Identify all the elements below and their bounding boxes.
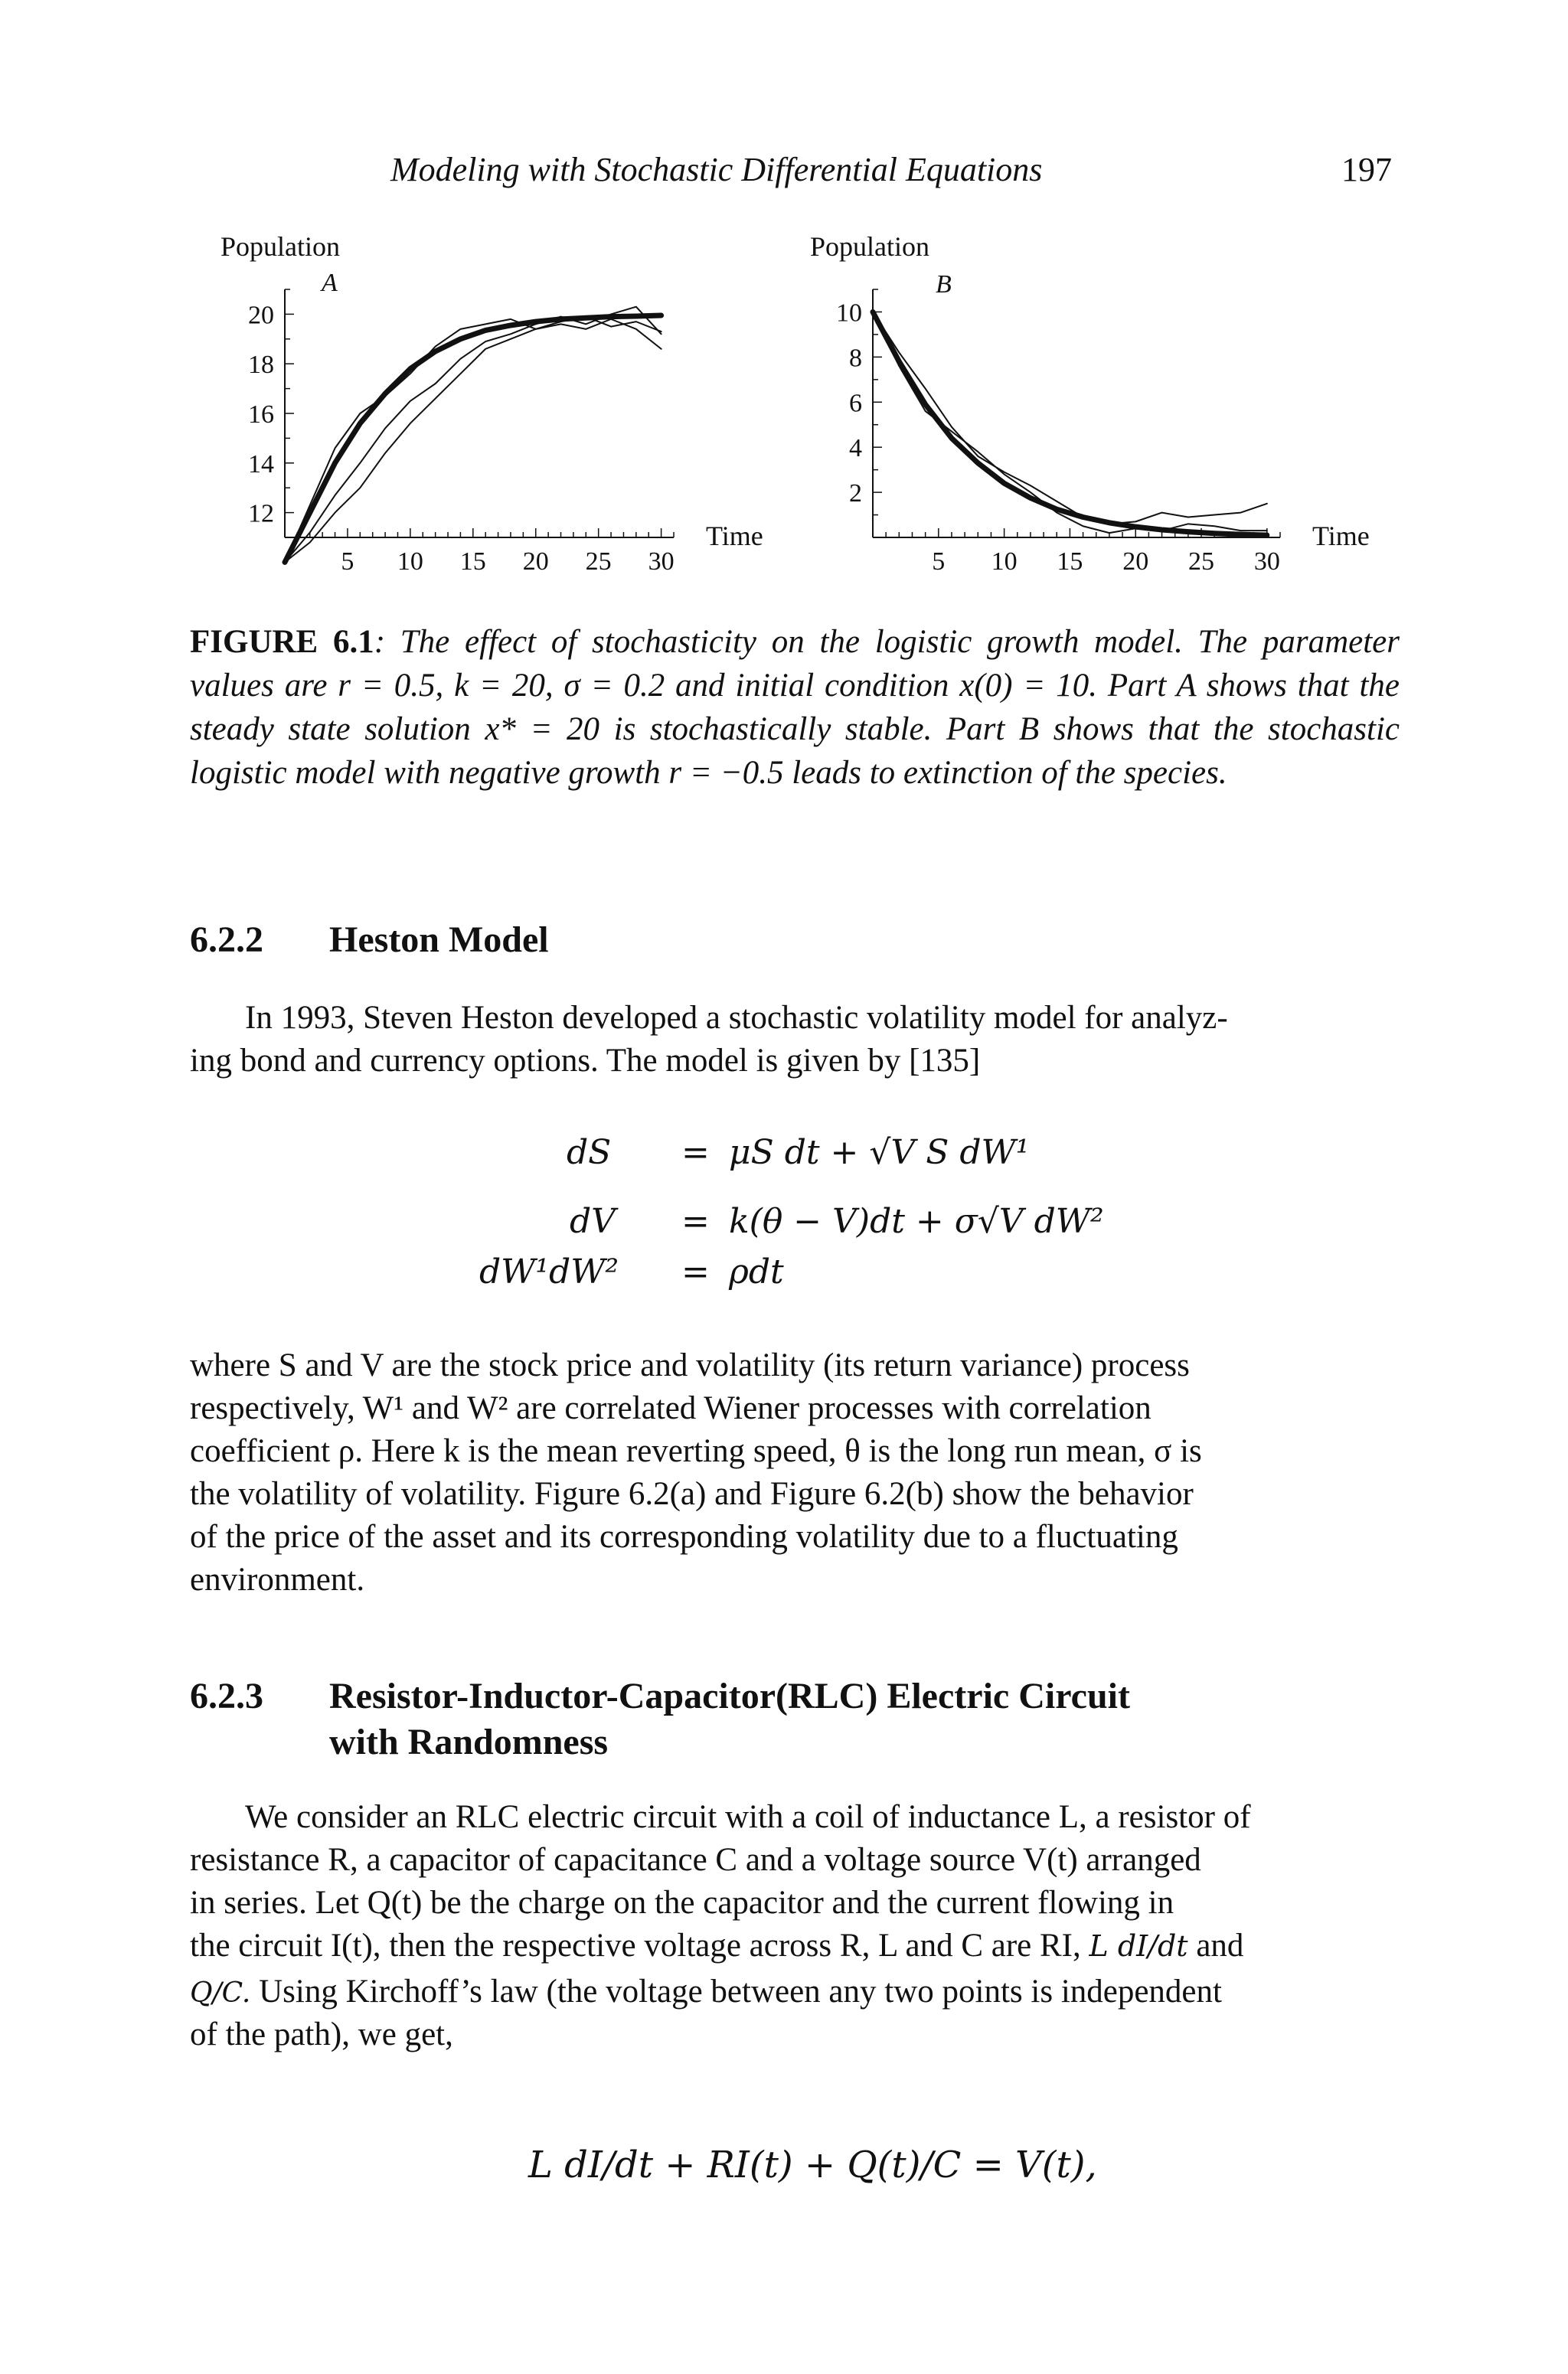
section-heading-rlc: [190, 1675, 1130, 1717]
eq1-lhs: dS: [567, 1133, 612, 1172]
chart-b-x-tick-label: 5: [932, 547, 946, 576]
eq2-rhs: k(θ − V)dt + σ√V dW²: [729, 1202, 1104, 1241]
chart-b-y-tick-label: 10: [836, 299, 862, 328]
chart-b: [0, 0, 1568, 597]
chart-a-y-tick-label: 12: [248, 499, 274, 528]
rlc-line-5-text: Using Kirchoff’s law (the voltage between any two points is independent: [259, 1974, 1222, 2010]
chart-b-xlabel: Time: [1312, 521, 1370, 551]
chart-b-x-tick-label: 15: [1057, 547, 1083, 576]
rlc-line-5: [190, 1971, 1400, 2015]
heston-after-line-3: coefficient ρ. Here k is the mean reverting speed, θ is the long run mean, σ is: [190, 1433, 1202, 1469]
inline-l-didt: L dI/dt: [1089, 1929, 1188, 1963]
chart-b-series-stochastic-2: [873, 312, 1267, 533]
chart-a-y-tick-label: 18: [248, 351, 274, 380]
equation-row-3: [0, 1252, 1568, 1298]
chart-b-x-tick-label: 10: [991, 547, 1018, 576]
eq1-rhs: μS dt + √V S dW¹: [729, 1133, 1030, 1172]
rlc-line-1: We consider an RLC electric circuit with a coil of inductance L, a resistor of: [245, 1799, 1251, 1835]
chart-a-y-tick-label: 16: [248, 400, 274, 429]
chart-a-xlabel: Time: [706, 521, 763, 551]
chart-a-x-tick-label: 25: [585, 547, 612, 576]
rlc-line-3: in series. Let Q(t) be the charge on the capacitor and the current flowing in: [190, 1885, 1174, 1921]
caption-text: : The effect of stochasticity on the logistic growth model. The parameter values are r = 0.5, k = 20, σ = 0.2 and initial condition x(0) = 10. Part A shows that the steady state solution x* = 20 is stochastically stable. Part B shows that the stochastic logistic model with negative growth r = −0.5 leads to extinction of the species.: [190, 624, 1400, 791]
eq2-equals: =: [681, 1202, 710, 1241]
chart-b-ylabel: Population: [810, 231, 930, 262]
chart-a-x-tick-label: 30: [648, 547, 675, 576]
chart-b-x-tick-label: 25: [1188, 547, 1215, 576]
chart-a-x-tick-label: 20: [522, 547, 549, 576]
running-header-title: Modeling with Stochastic Differential Equations: [390, 151, 1043, 188]
equation-row-2: [0, 1202, 1568, 1248]
heston-after-line-5: of the price of the asset and its corresponding volatility due to a fluctuating: [190, 1519, 1178, 1555]
eq3-equals: =: [681, 1252, 710, 1291]
chart-a-x-tick-label: 10: [397, 547, 423, 576]
chart-a-x-tick-label: 15: [459, 547, 486, 576]
chart-a-ylabel: Population: [220, 231, 341, 262]
section-title: Heston Model: [329, 919, 549, 960]
heston-intro-line-1: In 1993, Steven Heston developed a stochastic volatility model for analyz-: [245, 1000, 1228, 1036]
inline-q-over-c: Q/C.: [190, 1977, 251, 2009]
section-number: 6.2.2: [190, 919, 263, 960]
eq1-equals: =: [681, 1133, 710, 1172]
section-title-rlc-line-1: Resistor-Inductor-Capacitor(RLC) Electric Circuit: [329, 1676, 1130, 1716]
rlc-line-2: resistance R, a capacitor of capacitance C and a voltage source V(t) arranged: [190, 1842, 1201, 1878]
equation-row-1: [0, 1133, 1568, 1179]
eq3-rhs: ρdt: [729, 1252, 784, 1291]
figure-caption: [190, 620, 1400, 795]
chart-a-panel-label: A: [322, 269, 338, 297]
chart-a-y-tick-label: 20: [248, 301, 274, 330]
eq3-lhs: dW¹dW²: [479, 1252, 619, 1291]
rlc-line-4: [190, 1925, 1243, 1967]
chart-b-x-tick-label: 30: [1253, 547, 1280, 576]
chart-b-x-tick-label: 20: [1122, 547, 1149, 576]
chart-a-y-tick-label: 14: [248, 449, 274, 478]
caption-lead: FIGURE 6.1: [190, 624, 374, 660]
eq2-lhs: dV: [570, 1202, 616, 1241]
chart-b-series-deterministic: [873, 312, 1267, 535]
heston-after-line-1: where S and V are the stock price and volatility (its return variance) process: [190, 1347, 1190, 1383]
rlc-line-4-text: the circuit I(t), then the respective voltage across R, L and C are RI,: [190, 1928, 1081, 1964]
inline-and: and: [1196, 1928, 1244, 1964]
rlc-line-6: of the path), we get,: [190, 2016, 453, 2052]
section-number-rlc: 6.2.3: [190, 1676, 263, 1716]
chart-a-x-tick-label: 5: [341, 547, 354, 576]
chart-b-series-stochastic-1: [873, 312, 1267, 524]
chart-b-y-tick-label: 4: [849, 434, 862, 463]
chart-b-y-tick-label: 8: [849, 344, 862, 373]
chart-b-y-tick-label: 6: [849, 389, 862, 418]
chart-b-panel-label: B: [936, 270, 952, 299]
heston-after-line-6: environment.: [190, 1562, 365, 1598]
final-equation: L dI/dt + RI(t) + Q(t)/C = V(t),: [528, 2144, 1097, 2186]
heston-after-line-2: respectively, W¹ and W² are correlated Wiener processes with correlation: [190, 1390, 1152, 1426]
chart-b-y-tick-label: 2: [849, 479, 862, 508]
page-number: 197: [1341, 151, 1392, 188]
heston-after-line-4: the volatility of volatility. Figure 6.2(a) and Figure 6.2(b) show the behavior: [190, 1476, 1194, 1512]
section-title-rlc-line-2: with Randomness: [329, 1722, 609, 1762]
section-heading-heston: [190, 919, 549, 961]
heston-intro-line-2: ing bond and currency options. The model is given by [135]: [190, 1043, 981, 1079]
figure-panel-b: [0, 0, 1568, 597]
